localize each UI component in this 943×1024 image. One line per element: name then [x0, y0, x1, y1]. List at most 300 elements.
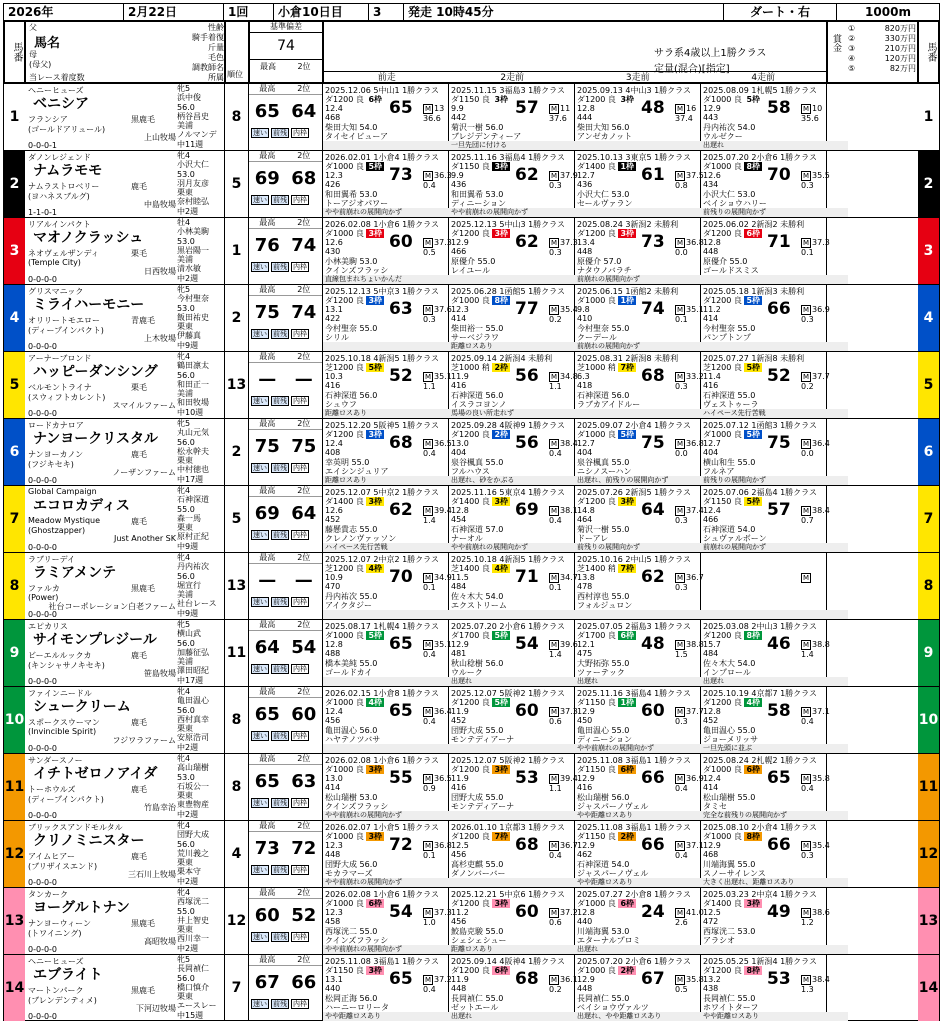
- race-gate: 3枠: [368, 430, 383, 439]
- past-race[interactable]: 2025.11.16 5東京4 1勝クラス ダ1400 良 3枠 12.8 454 石神深道 57.0 ナーオル 69 M 38.1 0.4 やや前崩れの展開向かず: [449, 486, 575, 552]
- horse-name[interactable]: マオノクラッシュ: [33, 230, 144, 246]
- race-gate: 7枠: [494, 832, 509, 841]
- race-date: 2025.09.07: [577, 421, 623, 430]
- race-weight: 430: [325, 247, 341, 256]
- race-comment: やや前崩れの展開向かず: [575, 744, 722, 753]
- race-score: 70: [767, 165, 791, 185]
- race-venue: 1小倉6: [373, 220, 400, 229]
- race-date: 2025.07.12: [703, 421, 749, 430]
- race-diff: 1.0: [423, 918, 436, 927]
- race-venue: 5中山3: [499, 220, 526, 229]
- race-comment: 出遅れ: [701, 677, 848, 686]
- past-race[interactable]: 2025.07.05 2福島3 1勝クラス ダ1700 良 6枠 12.1 475 大野拓弥 55.0 ツァーテック 48 M 38.8 1.5 出遅れ: [575, 620, 701, 686]
- past-race[interactable]: 2025.11.08 3福島1 1勝クラス ダ1150 良 6枠 12.9 416 松山瑞樹 56.0 ジャスパーノヴェル 66 M 36.9 0.4 やや距離ロスあり: [575, 754, 701, 820]
- race-time: 12.9: [451, 640, 469, 649]
- race-condition: ダ1150 良: [451, 95, 490, 104]
- past-race[interactable]: 2025.11.15 3福島3 1勝クラス ダ1150 良 3枠 9.9 442 菊沢一樹 56.0 ブレジデンティーア 57 M 11 37.6 一旦先団に付ける: [449, 84, 575, 150]
- past-race[interactable]: 2025.09.14 4阪神4 1勝クラス ダ1200 良 6枠 11.9 448 長岡禎仁 55.0 ゼットエール 68 M 36.1 0.2 出遅れ: [449, 955, 575, 1021]
- past-race[interactable]: 2025.11.16 3福島4 1勝クラス ダ1150 良 1枠 12.9 450 亀田温心 55.0 ディニーション 60 M 37.7 0.3 やや前崩れの展開向かず: [575, 687, 701, 753]
- past-race[interactable]: 2025.12.07 5阪神2 1勝クラス ダ1200 良 5枠 11.9 452 団野大成 55.0 モンテディアーナ 60 M 37.3 0.6: [449, 687, 575, 753]
- race-jockey: 菊沢一樹: [577, 525, 609, 534]
- breeder: 上山牧場: [144, 133, 176, 142]
- sire-name: ファインニードル: [28, 689, 92, 698]
- race-venue: 5阪神2: [499, 756, 526, 765]
- sex-age: 牝4: [177, 821, 191, 830]
- race-rank: 37.7: [812, 372, 830, 381]
- horse-name[interactable]: ヨーグルトナン: [33, 900, 130, 916]
- race-winner: イスラコヨンノ: [451, 400, 507, 409]
- race-weight: 448: [577, 247, 593, 256]
- past-race[interactable]: 2025.07.26 2新潟5 1勝クラス ダ1200 良 3枠 14.8 464 菊沢一樹 55.0 ドーアレ 64 M 37.4 0.3 前残りの展開向かず: [575, 486, 701, 552]
- race-carried: 53.0: [737, 927, 756, 936]
- race-comment: やや前崩れの展開向かず: [323, 945, 470, 954]
- race-weight: 414: [451, 314, 467, 323]
- horse-name[interactable]: サイモンプレジール: [33, 632, 157, 648]
- past-race[interactable]: 2025.12.13 5中京3 1勝クラス ダ1200 良 3枠 13.1 422 今村聖奈 55.0 シリル 63 M 37.6 0.3: [323, 285, 449, 351]
- race-condition: ダ1000 良: [703, 430, 742, 439]
- horse-name[interactable]: ラミアメンテ: [33, 565, 117, 581]
- past-race[interactable]: 2025.09.13 4中山3 1勝クラス ダ1200 良 3枠 12.8 444 柴田大知 56.0 アンゼカノット 48 M 16 37.4: [575, 84, 701, 150]
- horse-name[interactable]: シュークリーム: [33, 699, 131, 715]
- sire-name: アーナーブロンド: [28, 354, 92, 363]
- race-time: 6.3: [577, 372, 590, 381]
- horse-name[interactable]: ミライハーモニー: [33, 297, 145, 313]
- coat-color: 栗毛: [131, 249, 147, 258]
- race-diff: 0.0: [675, 248, 688, 257]
- race-carried: 55.0: [737, 994, 756, 1003]
- race-comment: [449, 610, 596, 619]
- horse-name[interactable]: エブライト: [33, 967, 103, 983]
- race-carried: 55.0: [477, 257, 496, 266]
- past-race[interactable]: 2025.10.19 4京都7 1勝クラス ダ1200 良 4枠 12.8 452 亀田温心 55.0 ジョーメリッサ 58 M 37.1 0.4 一旦先頭に並ぶ: [701, 687, 827, 753]
- past-race[interactable]: 2025.07.20 2小倉6 1勝クラス ダ1000 良 8枠 12.6 434 小沢大仁 53.0 ベイショウハリー 70 M 35.5 0.3 前残りの展開向かず: [701, 151, 827, 217]
- past-race[interactable]: 2025.07.12 1函館3 1勝クラス ダ1000 良 5枠 12.7 404 横山和生 55.0 フルネア 75 M 36.4 0.0 前残りの展開向かず: [701, 419, 827, 485]
- sex-age: 牝4: [177, 352, 191, 361]
- race-gate: 3枠: [368, 765, 383, 774]
- race-weight: 440: [325, 984, 341, 993]
- past-race[interactable]: 2025.06.28 1函館5 1勝クラス ダ1000 良 8枠 12.3 414 柴田裕一 55.0 サーベジラワ 77 M 35.4 0.2 距離ロスあり: [449, 285, 575, 351]
- interval: 中10週: [177, 407, 204, 417]
- past-race[interactable]: 2026.02.08 1小倉6 1勝クラス ダ1000 良 6枠 12.3 458 西塚洸二 55.0 クインズフラッシ 54 M 37.3 1.0 やや前崩れの展開向かず: [323, 888, 449, 954]
- race-carried: 55.0: [485, 927, 504, 936]
- owner: 東豊物産: [177, 800, 209, 810]
- race-winner: ウルゼクー: [703, 132, 743, 141]
- dam-sire-name: (トワイニング): [28, 929, 82, 938]
- race-condition: 芝1200 良: [325, 363, 364, 372]
- race-date: 2025.09.14: [451, 354, 497, 363]
- belong: 栗東: [177, 992, 193, 1002]
- race-condition: ダ1200 良: [703, 229, 742, 238]
- horse-row: [4, 887, 939, 954]
- horse-name[interactable]: イチトゼロノアイダ: [33, 766, 158, 782]
- race-diff: 0.4: [675, 784, 688, 793]
- weight-carried: 55.0: [177, 504, 195, 514]
- race-comment: [449, 744, 596, 753]
- race-condition: ダ1200 良: [703, 698, 742, 707]
- race-winner: タミセ: [703, 802, 727, 811]
- sex-age: 牝4: [177, 888, 191, 897]
- past-race[interactable]: M: [701, 553, 827, 619]
- race-carried: 55.0: [737, 391, 756, 400]
- past-race[interactable]: 2025.12.07 2中京2 1勝クラス 芝1200 良 4枠 10.9 470 丹内祐次 55.0 アイクタジー 70 M 34.9 0.1: [323, 553, 449, 619]
- owner: 清水敏: [177, 264, 201, 274]
- race-date: 2025.07.06: [703, 488, 749, 497]
- horse-row: [4, 686, 939, 753]
- horse-no-header: 馬番: [4, 21, 25, 83]
- past-race[interactable]: 2025.12.21 5中京6 1勝クラス ダ1200 良 3枠 11.2 456 鮫島克駿 55.0 シェシェシュー 60 M 37.2 0.6 距離ロスあり: [449, 888, 575, 954]
- past-race[interactable]: 2025.12.07 5阪神2 1勝クラス ダ1200 良 3枠 11.9 416 団野大成 55.0 モンテディアーナ 53 M 39.4 1.1: [449, 754, 575, 820]
- race-class: 1勝クラス: [654, 890, 691, 899]
- race-jockey: 橋本美純: [325, 659, 357, 668]
- race-class: 1勝クラス: [528, 957, 565, 966]
- race-weight: 468: [325, 113, 341, 122]
- race-weight: 472: [703, 917, 719, 926]
- race-jockey: 小林美駒: [325, 257, 357, 266]
- past-race[interactable]: 2025.06.15 1函館2 未勝利 ダ1000 良 1枠 9.8 410 今村聖奈 55.0 クーデール 74 M 35.1 0.1 前崩れの展開向かず: [575, 285, 701, 351]
- horse-info: [25, 285, 225, 351]
- race-date: 2025.12.13: [325, 287, 371, 296]
- past-race[interactable]: 2025.05.18 1新潟3 未勝利 ダ1200 良 5枠 11.2 414 今村聖奈 55.0 パンプトンプ 66 M 36.9 0.3: [701, 285, 827, 351]
- race-comment: 出遅れ: [449, 1012, 596, 1021]
- race-venue: 2福島3: [625, 622, 652, 631]
- race-diff: 0.4: [801, 784, 814, 793]
- past-race[interactable]: 2025.07.20 2小倉6 1勝クラス ダ1000 良 2枠 12.9 448 長岡禎仁 55.0 ベイショウヴァルツ 67 M 35.8 0.5 出遅れ、やや距離ロスあり: [575, 955, 701, 1021]
- horse-info-header: [25, 21, 225, 83]
- race-class: 1勝クラス: [780, 488, 817, 497]
- race-venue: 5中京3: [373, 287, 400, 296]
- race-date: 2025.10.16: [577, 555, 623, 564]
- trainer: 和田正一: [177, 379, 209, 389]
- class-line1: サラ系4歳以上1勝クラス: [654, 48, 767, 59]
- race-rank: 35.1: [686, 305, 704, 314]
- dam-sire-name: (ディープインパクト): [28, 326, 104, 335]
- past-race[interactable]: 2025.08.24 2札幌2 1勝クラス ダ1000 良 6枠 12.4 414 松山瑞樹 55.0 タミセ 65 M 35.8 0.4 完全な前残りの展開向かず: [701, 754, 827, 820]
- past-race[interactable]: 2025.09.28 4阪神9 1勝クラス ダ1200 良 2枠 13.0 404 泉谷楓真 55.0 フルハウス 56 M 38.4 0.4 出遅れ、砂をかぶる: [449, 419, 575, 485]
- race-record: 0-0-0-0: [28, 677, 58, 686]
- race-diff: 0.0: [675, 449, 688, 458]
- past-race[interactable]: 2025.11.08 3福島1 1勝クラス ダ1150 良 3枠 13.1 440 松岡正海 56.0 ハーニーロリータ 65 M 37.2 0.4 やや距離ロスあり: [323, 955, 449, 1021]
- race-weight: 444: [577, 113, 593, 122]
- past-race[interactable]: 2025.08.10 2小倉4 1勝クラス ダ1000 良 8枠 12.9 468 川端海翼 55.0 スノーサイレンス 66 M 35.4 0.3 大きく出遅れ、距離ロスあり: [701, 821, 827, 887]
- race-rank: 38.4: [812, 975, 830, 984]
- horse-name[interactable]: ベニシア: [33, 96, 89, 112]
- race-score: 66: [641, 835, 665, 855]
- best-index: 65: [254, 704, 280, 725]
- race-rank: 37.2: [560, 908, 578, 917]
- race-carried: 57.0: [603, 257, 622, 266]
- race-comment: 前残りの展開向かず: [701, 476, 848, 485]
- race-time: 12.8: [703, 707, 721, 716]
- race-condition: ダ1200 良: [577, 497, 616, 506]
- past-race[interactable]: 2025.05.25 1新潟4 1勝クラス ダ1200 良 8枠 13.2 438 長岡禎仁 55.0 ホワイトターフ 53 M 38.4 1.3 やや距離ロスあり: [701, 955, 827, 1021]
- race-score: 52: [767, 366, 791, 386]
- past-race[interactable]: 2025.12.06 5中山1 1勝クラス ダ1200 良 6枠 12.4 468 柴田大知 54.0 タイセイビューア 65 M 13 36.6: [323, 84, 449, 150]
- past-race[interactable]: 2026.02.07 1小倉5 1勝クラス ダ1000 良 3枠 12.3 448 団野大成 56.0 モカラマーズ 72 M 36.8 0.1 やや前崩れの展開向かず: [323, 821, 449, 887]
- sire-name: エピカリス: [28, 622, 68, 631]
- race-venue: 3福島4: [625, 689, 652, 698]
- weight-carried: 53.0: [177, 236, 195, 246]
- dam-name: ビーエルルックカ: [28, 651, 92, 660]
- race-diff: 0.2: [801, 382, 814, 391]
- belong: 栗東: [177, 456, 193, 466]
- trainer: 井上智史: [177, 915, 209, 925]
- race-date: 2025.11.16: [451, 153, 497, 162]
- past-race[interactable]: 2025.08.09 1札幌5 1勝クラス ダ1000 良 5枠 12.9 443 丹内祐次 54.0 ウルゼクー 58 M 10 35.6 出遅れ: [701, 84, 827, 150]
- past-race[interactable]: 2025.10.13 3東京5 1勝クラス ダ1400 良 1枠 12.7 436 小沢大仁 53.0 セールヴァラン 61 M 37.5 0.8: [575, 151, 701, 217]
- race-winner: ジャスパーノヴェル: [577, 802, 649, 811]
- horse-info: [25, 888, 225, 954]
- race-diff: 0.8: [675, 181, 688, 190]
- past-race[interactable]: 2025.09.14 2新潟4 未勝利 芝1000 稍 2枠 11.9 416 石神深道 56.0 イスラコヨンノ 56 M 34.8 1.1 馬場の良い所走れず: [449, 352, 575, 418]
- past-race[interactable]: 2025.08.31 2新潟8 未勝利 芝1000 稍 7枠 6.3 418 石神深道 56.0 ラブカアイドルー 68 M 33.2 0.3: [575, 352, 701, 418]
- race-rank: 16: [686, 104, 697, 113]
- race-rank: 37.2: [434, 975, 452, 984]
- race-diff: 1.4: [423, 516, 436, 525]
- race-class: 未勝利: [654, 354, 679, 363]
- race-carried: 53.0: [611, 190, 630, 199]
- race-time: 12.9: [577, 841, 595, 850]
- past-race[interactable]: 2025.12.07 5中京2 1勝クラス ダ1400 良 3枠 12.6 452 藤懸貴志 55.0 クレノンヴァッソン 62 M 39.4 1.4 ハイペース先行苦戦: [323, 486, 449, 552]
- race-condition: ダ1000 良: [703, 832, 742, 841]
- race-jockey: 丹内祐次: [325, 592, 357, 601]
- sex-age: 牝4: [177, 754, 191, 763]
- race-carried: 55.0: [611, 525, 630, 534]
- horse-number: 2: [4, 151, 25, 217]
- sex-age: 牝5: [177, 285, 191, 294]
- past-race[interactable]: 2025.07.20 2小倉6 1勝クラス ダ1700 良 5枠 12.9 481 秋山稔樹 56.0 ウルーク 54 M 39.6 1.4 出遅れ: [449, 620, 575, 686]
- trainer: 堀宣行: [177, 580, 201, 590]
- race-diff: 0.2: [549, 985, 562, 994]
- horse-name[interactable]: エコロカディス: [33, 498, 130, 514]
- race-diff: 0.3: [549, 248, 562, 257]
- race-class: 1勝クラス: [528, 890, 565, 899]
- race-diff: 0.1: [423, 583, 436, 592]
- race-score: 60: [515, 902, 539, 922]
- past-race[interactable]: 2025.10.18 4新潟5 1勝クラス 芝1400 良 4枠 11.5 484 佐々木大 54.0 エクストリーム 71 M 34.7 0.1: [449, 553, 575, 619]
- breeder: 高昭牧場: [144, 937, 176, 946]
- past-race[interactable]: 2025.09.07 2小倉4 1勝クラス ダ1000 良 5枠 12.7 404 泉谷楓真 55.0 ニシノスーハン 75 M 36.8 0.0 出遅れ、前残りの展開向かず: [575, 419, 701, 485]
- race-class: 1勝クラス: [402, 890, 439, 899]
- race-gate: 3枠: [746, 899, 761, 908]
- race-jockey: 小沢大仁: [577, 190, 609, 199]
- race-jockey: 石神深道: [451, 391, 483, 400]
- trainer: 西村真幸: [177, 714, 209, 724]
- race-venue: 2新潟4: [499, 354, 526, 363]
- race-score: 56: [515, 366, 539, 386]
- race-card: [3, 3, 940, 1021]
- belong: 美浦: [177, 255, 193, 265]
- race-winner: ジャスパーノヴェル: [577, 869, 649, 878]
- race-time: 11.9: [451, 774, 469, 783]
- race-venue: 1小倉6: [373, 890, 400, 899]
- race-time: 12.3: [451, 305, 469, 314]
- race-condition: ダ1400 良: [577, 162, 616, 171]
- race-condition: ダ1200 良: [451, 966, 490, 975]
- race-venue: 2新潟8: [625, 354, 652, 363]
- interval: 中17週: [177, 675, 204, 685]
- jockey: 亀田温心: [177, 696, 209, 706]
- past-race[interactable]: 2025.07.27 1新潟8 未勝利 芝1200 良 5枠 11.4 416 石神深道 55.0 ヴェストゥーラ 52 M 37.7 0.2 ハイペース先行苦戦: [701, 352, 827, 418]
- race-date: 2025.12.07: [325, 555, 371, 564]
- race-carried: 55.0: [485, 860, 504, 869]
- past-race[interactable]: 2026.02.08 1小倉6 1勝クラス ダ1000 良 3枠 13.0 414 松山瑞樹 53.0 クインズフラッシ 55 M 36.5 0.9 やや前崩れの展開向かず: [323, 754, 449, 820]
- race-time: 12.8: [451, 506, 469, 515]
- race-winner: モンテディアーナ: [451, 735, 515, 744]
- race-diff: 1.1: [549, 784, 562, 793]
- race-class: 未勝利: [780, 287, 805, 296]
- race-rank: 34.9: [434, 573, 452, 582]
- interval: 中2週: [177, 809, 199, 819]
- race-jockey: 石神深道: [451, 525, 483, 534]
- race-time: 12.4: [703, 506, 721, 515]
- race-jockey: 大野拓弥: [577, 659, 609, 668]
- past-race[interactable]: 2025.07.27 2小倉8 1勝クラス ダ1000 良 6枠 12.8 440 川端海翼 53.0 エターナルプロミ 24 M 41.0 2.6 出遅れ: [575, 888, 701, 954]
- race-jockey: 和田翼希: [451, 190, 483, 199]
- race-condition: 芝1400 稍: [577, 564, 616, 573]
- horse-info: [25, 620, 225, 686]
- past-race[interactable]: 2025.10.18 4新潟5 1勝クラス 芝1200 良 5枠 10.3 416 石神深道 56.0 シュウフ 52 M 35.1 1.1 距離ロスあり: [323, 352, 449, 418]
- race-venue: 5中京6: [499, 890, 526, 899]
- race-comment: [449, 275, 596, 284]
- past-race[interactable]: 2026.02.08 1小倉6 1勝クラス ダ1000 良 3枠 12.6 430 小林美駒 53.0 クインズフラッシ 60 M 37.3 0.5 直線包まれちょいかんだ: [323, 218, 449, 284]
- index-values: 最高 2位 65 64 速い 前残 内枠: [249, 84, 323, 150]
- race-time: 9.9: [451, 104, 464, 113]
- race-jockey: 石神深道: [577, 860, 609, 869]
- race-rank: 37.3: [434, 908, 452, 917]
- race-winner: パンプトンプ: [703, 333, 751, 342]
- race-diff: 0.4: [675, 851, 688, 860]
- past-race[interactable]: 2025.07.06 2福島4 1勝クラス ダ1150 良 5枠 12.4 466 石神深道 54.0 シュヴァルボーン 57 M 38.4 0.7 前崩れの展開向かず: [701, 486, 827, 552]
- race-gate: 8枠: [746, 631, 761, 640]
- past-race[interactable]: 2025.12.13 5中山3 1勝クラス ダ1200 良 3枠 12.9 466 原優介 55.0 レイユール 62 M 37.3 0.3: [449, 218, 575, 284]
- race-weight: 438: [703, 984, 719, 993]
- past-race[interactable]: 2026.02.01 1小倉4 1勝クラス ダ1000 良 5枠 12.3 426 和田翼希 53.0 トーアジオパワー 73 M 36.3 0.4 やや前崩れの展開向かず: [323, 151, 449, 217]
- race-score: 65: [389, 98, 413, 118]
- race-venue: 5中山1: [373, 86, 400, 95]
- past-race[interactable]: 2025.11.16 3福島4 1勝クラス ダ1150 良 3枠 9.9 436 和田翼希 53.0 ディニーション 62 M 37.9 0.3 やや前崩れの展開向かず: [449, 151, 575, 217]
- race-winner: ナーオル: [451, 534, 483, 543]
- race-class: 1勝クラス: [780, 890, 817, 899]
- race-comment: やや距離ロスあり: [575, 878, 722, 887]
- horse-row: [4, 150, 939, 217]
- race-weight: 481: [451, 649, 467, 658]
- race-score: 69: [515, 500, 539, 520]
- popularity-rank: 1: [225, 218, 249, 284]
- race-venue: 5東京4: [499, 488, 526, 497]
- race-date: 2025.10.13: [577, 153, 623, 162]
- breeder: 上木牧場: [144, 334, 176, 343]
- race-date: 2025.10.19: [703, 689, 749, 698]
- race-time: 12.9: [703, 104, 721, 113]
- past-race[interactable]: 2026.02.15 1小倉8 1勝クラス ダ1000 良 4枠 12.4 456 亀田温心 56.0 ハヤテノツバサ 65 M 36.4 0.4: [323, 687, 449, 753]
- race-score: 68: [389, 433, 413, 453]
- race-date: 2025.09.28: [451, 421, 497, 430]
- race-venue: 4中山3: [625, 86, 652, 95]
- race-carried: 53.0: [737, 190, 756, 199]
- jockey: 鶴田凛太: [177, 361, 209, 371]
- race-condition: ダ1000 良: [703, 95, 742, 104]
- past-race[interactable]: 2025.03.08 2中山3 1勝クラス ダ1200 良 8枠 15.7 484 佐々木大 54.0 インプロール 46 M 38.8 1.4 出遅れ: [701, 620, 827, 686]
- horse-number-right: 6: [918, 419, 939, 485]
- race-score: 53: [515, 768, 539, 788]
- dam-sire-name: (ブリザイスエンド): [28, 862, 98, 871]
- race-time: 10.3: [325, 372, 343, 381]
- race-time: 13.0: [451, 439, 469, 448]
- race-condition: ダ1200 良: [577, 229, 616, 238]
- race-score: 65: [767, 768, 791, 788]
- past-race[interactable]: 2025.11.08 3福島1 1勝クラス ダ1150 良 2枠 12.9 462 石神深道 54.0 ジャスパーノヴェル 66 M 37.1 0.4 やや距離ロスあり: [575, 821, 701, 887]
- race-record: 0-0-0-0: [28, 409, 58, 418]
- past-race[interactable]: 2025.10.16 2中山5 1勝クラス 芝1400 稍 7枠 13.8 478 西村淳也 55.0 フォルジュロン 62 M 36.7 0.3: [575, 553, 701, 619]
- race-jockey: 西村淳也: [577, 592, 609, 601]
- race-time: 12.6: [325, 238, 343, 247]
- race-class: 1勝クラス: [528, 555, 565, 564]
- race-gate: 4枠: [746, 698, 761, 707]
- race-class: 未勝利: [780, 354, 805, 363]
- past-race[interactable]: 2025.08.17 1札幌4 1勝クラス ダ1000 良 5枠 12.8 488 橋本美純 55.0 ゴールドカイ 65 M 35.1 0.4: [323, 620, 449, 686]
- race-date: 2025.11.16: [451, 488, 497, 497]
- race-score: 71: [767, 232, 791, 252]
- race-venue: 4阪神4: [499, 957, 526, 966]
- race-gate: 8枠: [746, 162, 761, 171]
- index-values: 最高 2位 75 74 速い 前残 内枠: [249, 285, 323, 351]
- owner: 安原浩司: [177, 733, 209, 743]
- race-condition: ダ1000 良: [577, 430, 616, 439]
- horse-name[interactable]: ナムラモモ: [33, 163, 103, 179]
- race-winner: インプロール: [703, 668, 751, 677]
- race-score: 63: [389, 299, 413, 319]
- race-rank: 35.4: [560, 305, 578, 314]
- race-class: 1勝クラス: [528, 756, 565, 765]
- race-gate: 4枠: [368, 564, 383, 573]
- past-race[interactable]: 2025.08.24 3新潟2 未勝利 ダ1200 良 3枠 13.4 448 原優介 57.0 ナタウノバラチ 73 M 36.8 0.0 前崩れの展開向かず: [575, 218, 701, 284]
- race-carried: 54.0: [611, 860, 630, 869]
- interval: 中2週: [177, 876, 199, 886]
- race-time: 12.6: [325, 506, 343, 515]
- race-carried: 55.0: [611, 994, 630, 1003]
- past-race[interactable]: 2025.03.23 2中京4 1勝クラス ダ1400 良 3枠 12.5 472 西塚洸二 53.0 アラシオ 49 M 38.6 1.2: [701, 888, 827, 954]
- owner: 社台レース: [177, 599, 217, 609]
- race-winner: フォルジュロン: [577, 601, 633, 610]
- race-date: 2025.12.20: [325, 421, 371, 430]
- index-values: 最高 2位 64 54 速い 前残 内枠: [249, 620, 323, 686]
- race-comment: ハイペース先行苦戦: [701, 409, 848, 418]
- horse-name[interactable]: クリノミニスター: [33, 833, 145, 849]
- race-weight: 484: [703, 649, 719, 658]
- race-jockey: 佐々木大: [451, 592, 483, 601]
- past-race[interactable]: 2026.01.10 1京都3 1勝クラス ダ1200 良 7枠 12.5 456 高杉吏麒 55.0 ダノンバーバー 68 M 36.7 0.4: [449, 821, 575, 887]
- past-race[interactable]: 2025.12.20 5阪神5 1勝クラス ダ1200 良 3枠 12.4 408 幸英明 55.0 エイシンジュリア 68 M 36.5 0.4 距離ロスあり: [323, 419, 449, 485]
- past-race[interactable]: 2025.06.02 2新潟2 未勝利 ダ1200 良 6枠 12.8 448 原優介 55.0 ゴールドスミス 71 M 37.3 0.1: [701, 218, 827, 284]
- race-score: 57: [767, 500, 791, 520]
- jockey: 石神深道: [177, 495, 209, 505]
- dam-label: 母: [29, 50, 37, 59]
- race-class: 1勝クラス: [528, 86, 565, 95]
- horse-name[interactable]: ナンヨークリスタル: [33, 431, 159, 447]
- race-winner: スノーサイレンス: [703, 869, 766, 878]
- race-rank: 37.3: [560, 707, 578, 716]
- coat-color: 黒鹿毛: [131, 115, 155, 124]
- race-venue: 4新潟5: [499, 555, 526, 564]
- dam-name: ネオヴェルザンディ: [28, 249, 99, 258]
- race-date: 2025.07.20: [703, 153, 749, 162]
- horse-name[interactable]: ハッピーダンシング: [33, 364, 158, 380]
- dam-sire-name: (Power): [28, 593, 59, 602]
- horse-info: [25, 419, 225, 485]
- race-comment: [701, 945, 848, 954]
- race-gate: 5枠: [746, 430, 761, 439]
- race-rank: 36.5: [434, 439, 452, 448]
